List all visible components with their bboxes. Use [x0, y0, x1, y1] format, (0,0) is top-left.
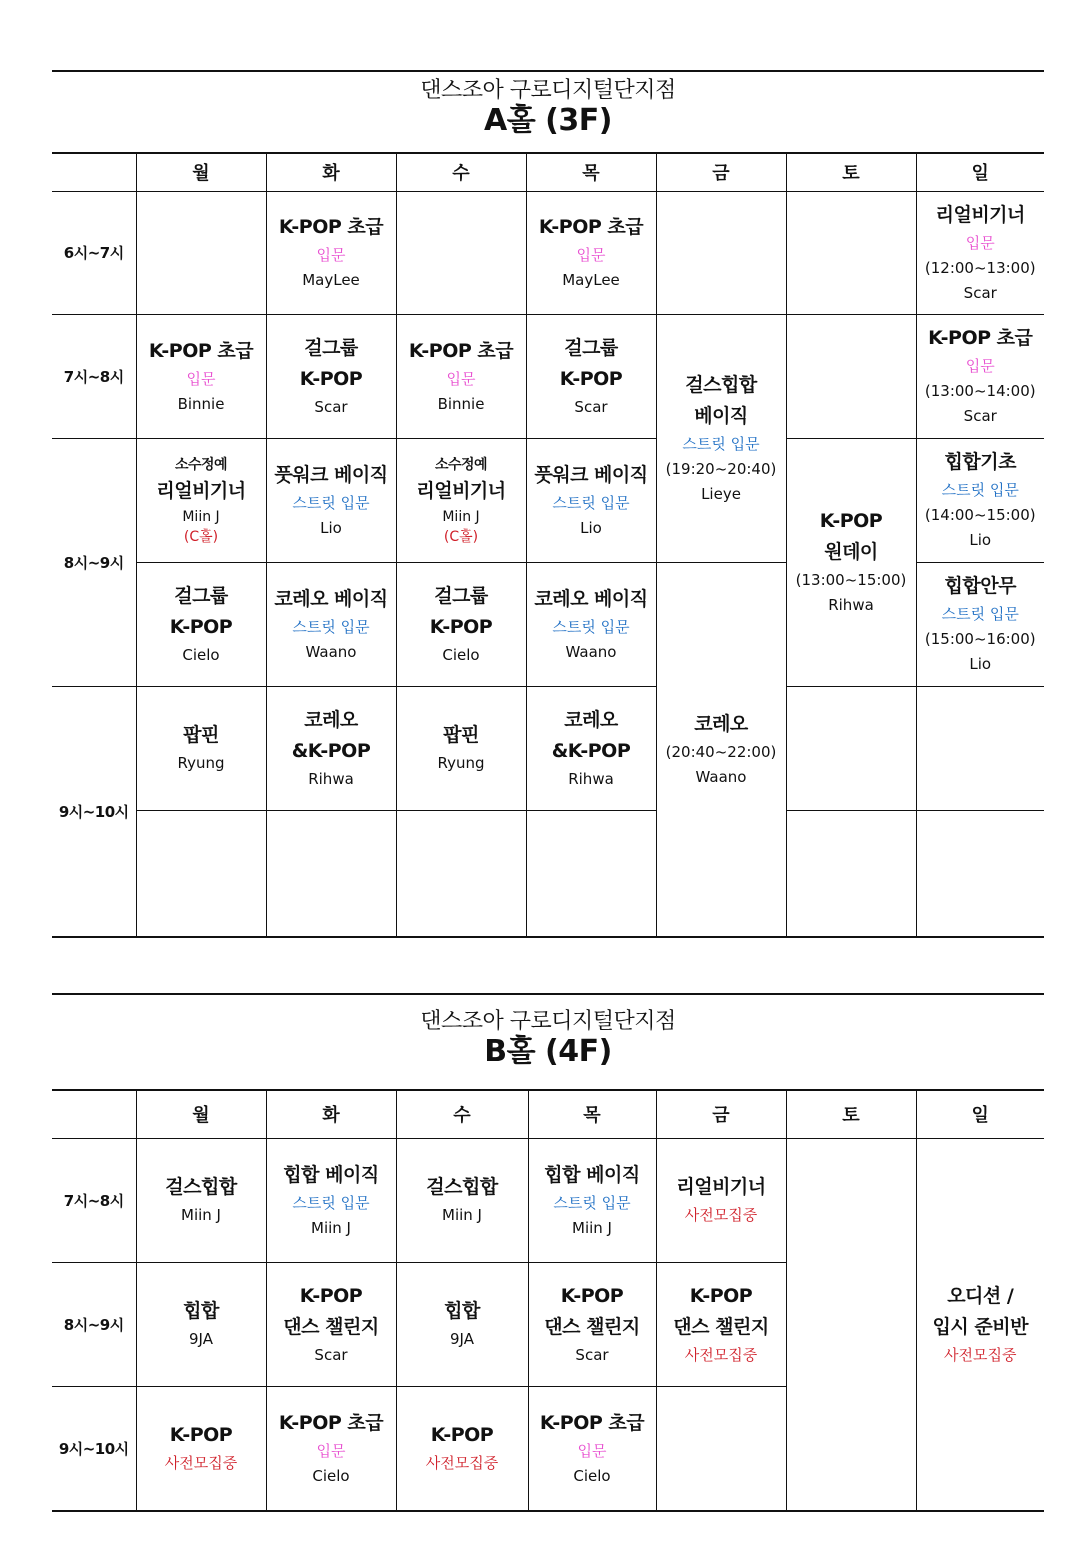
class-cell — [916, 562, 1044, 686]
day-fri: 금 — [656, 1090, 786, 1138]
class-cell — [136, 314, 266, 438]
row-7 — [52, 314, 1044, 438]
class-cell — [396, 1138, 528, 1262]
class-title: 걸그룹 — [564, 336, 618, 359]
class-title: K-POP 초급 — [539, 1411, 645, 1434]
class-title: 힙합기초 — [944, 451, 1016, 473]
class-teacher: Miin J — [442, 508, 480, 525]
class-title: 리얼비기너 — [935, 203, 1025, 226]
class-time: (13:00~15:00) — [795, 571, 907, 589]
corner-cell — [52, 153, 136, 191]
timetable-a — [52, 152, 1044, 936]
time-label: 9시~10시 — [52, 686, 136, 936]
day-tue: 화 — [266, 1090, 396, 1138]
class-title: 팝핀 — [183, 724, 219, 746]
day-sat: 토 — [786, 153, 916, 191]
class-cell-empty — [396, 810, 526, 936]
class-status: 사전모집중 — [944, 1345, 1017, 1364]
class-teacher: Cielo — [573, 1466, 611, 1485]
class-level: 스트릿 입문 — [941, 605, 1019, 623]
class-title: 코레오 — [304, 708, 358, 731]
schedule-b-hall — [52, 993, 1044, 1512]
class-level: 입문 — [965, 357, 995, 375]
class-cell — [786, 438, 916, 686]
day-thu: 목 — [526, 153, 656, 191]
class-note: 소수정예 — [174, 456, 228, 473]
day-sat: 토 — [786, 1090, 916, 1138]
class-title: K-POP — [429, 615, 493, 638]
class-title: K-POP 초급 — [928, 327, 1033, 349]
class-title: 리얼비기너 — [676, 1176, 766, 1198]
class-cell — [916, 314, 1044, 438]
row-9b — [52, 810, 1044, 936]
class-title: 원데이 — [824, 541, 878, 563]
class-cell — [266, 562, 396, 686]
class-cell — [266, 686, 396, 810]
class-title: 힙합 — [183, 1300, 219, 1322]
class-cell — [136, 1386, 266, 1510]
class-title: 베이직 — [694, 404, 748, 427]
class-title: 걸스힙합 — [165, 1176, 237, 1198]
class-title: 코레오 — [694, 712, 748, 735]
class-cell — [136, 1262, 266, 1386]
hall-title: A홀 (3F) — [484, 103, 612, 138]
class-cell-empty — [916, 810, 1044, 936]
row-8a — [52, 438, 1044, 562]
class-level: 입문 — [186, 369, 216, 388]
day-sun: 일 — [916, 1090, 1044, 1138]
class-teacher: Miin J — [442, 1206, 482, 1224]
class-title: 댄스 챌린지 — [673, 1315, 769, 1338]
class-level: 스트릿 입문 — [552, 617, 630, 636]
class-title: K-POP 초급 — [278, 216, 384, 238]
class-teacher: Waano — [305, 642, 357, 661]
corner-cell — [52, 1090, 136, 1138]
class-cell — [526, 314, 656, 438]
class-cell-empty — [136, 810, 266, 936]
class-teacher: MayLee — [562, 271, 620, 289]
class-cell — [396, 438, 526, 562]
class-teacher: Waano — [565, 642, 617, 661]
class-title: 코레오 베이직 — [534, 587, 648, 610]
day-header-row — [52, 1090, 1044, 1138]
row-6 — [52, 191, 1044, 314]
class-teacher: Miin J — [182, 508, 220, 525]
class-teacher: Binnie — [177, 394, 225, 413]
class-teacher: Scar — [574, 397, 608, 416]
class-level: 입문 — [446, 369, 476, 388]
class-title: 걸그룹 — [174, 584, 228, 607]
class-cell — [266, 1262, 396, 1386]
class-cell — [266, 314, 396, 438]
class-teacher: Miin J — [311, 1218, 351, 1237]
class-time: (12:00~13:00) — [924, 258, 1036, 277]
time-label: 8시~9시 — [52, 438, 136, 686]
class-time: (15:00~16:00) — [924, 630, 1036, 648]
class-title: K-POP — [169, 615, 233, 638]
class-cell — [656, 1262, 786, 1386]
class-title: &K-POP — [291, 739, 371, 762]
class-cell-empty — [656, 191, 786, 314]
class-teacher: Scar — [963, 407, 997, 425]
class-title: K-POP — [819, 510, 883, 532]
class-title: 걸그룹 — [434, 584, 488, 607]
class-cell-empty — [786, 686, 916, 810]
class-title: K-POP — [689, 1284, 753, 1307]
class-title: K-POP 초급 — [408, 339, 514, 362]
day-fri: 금 — [656, 153, 786, 191]
class-cell — [916, 438, 1044, 562]
time-label: 7시~8시 — [52, 1138, 136, 1262]
class-title: 힙합 베이직 — [283, 1163, 379, 1186]
class-title: 팝핀 — [443, 724, 479, 746]
day-mon: 월 — [136, 1090, 266, 1138]
schedule-a-header — [52, 70, 1044, 152]
class-cell-empty — [786, 191, 916, 314]
class-teacher: Ryung — [437, 754, 485, 772]
day-wed: 수 — [396, 1090, 528, 1138]
class-note: 소수정예 — [434, 456, 488, 473]
class-level: 스트릿 입문 — [552, 493, 630, 512]
class-teacher: Binnie — [437, 394, 485, 413]
class-title: K-POP — [299, 1284, 363, 1307]
schedule-b-header — [52, 993, 1044, 1089]
class-room: (C홀) — [183, 528, 219, 545]
class-cell — [396, 686, 526, 810]
day-header-row — [52, 153, 1044, 191]
class-cell — [528, 1138, 656, 1262]
class-title: K-POP — [299, 367, 363, 390]
day-mon: 월 — [136, 153, 266, 191]
class-title: 댄스 챌린지 — [544, 1315, 640, 1338]
class-teacher: Rihwa — [308, 769, 354, 788]
timetable-b — [52, 1089, 1044, 1510]
class-title: K-POP — [430, 1424, 494, 1447]
class-level: 입문 — [316, 246, 346, 264]
class-cell-empty — [266, 810, 396, 936]
class-cell-empty — [526, 810, 656, 936]
class-level: 스트릿 입문 — [292, 617, 370, 636]
class-cell — [916, 1138, 1044, 1510]
schedule-a-hall — [52, 70, 1044, 938]
branch-name: 댄스조아 구로디지털단지점 — [420, 1009, 676, 1034]
class-title: 걸그룹 — [304, 336, 358, 359]
class-status: 사전모집중 — [425, 1454, 499, 1473]
class-cell-empty — [656, 1386, 786, 1510]
class-title: 힙합 — [444, 1300, 480, 1322]
class-title: K-POP 초급 — [148, 339, 254, 362]
class-cell-empty — [396, 191, 526, 314]
class-teacher: Scar — [314, 1345, 348, 1364]
class-cell — [136, 562, 266, 686]
class-teacher: Waano — [695, 767, 747, 786]
branch-name: 댄스조아 구로디지털단지점 — [420, 78, 676, 103]
class-cell — [526, 562, 656, 686]
class-title: 걸스힙합 — [685, 373, 757, 396]
class-title: 풋워크 베이직 — [274, 463, 388, 486]
class-teacher: Lio — [969, 655, 992, 673]
class-title: 오디션 / — [947, 1284, 1014, 1307]
class-level: 입문 — [316, 1441, 346, 1460]
class-cell — [396, 1262, 528, 1386]
class-status: 사전모집중 — [684, 1206, 758, 1224]
time-label: 9시~10시 — [52, 1386, 136, 1510]
class-teacher: Lieye — [701, 484, 741, 503]
class-status: 사전모집중 — [164, 1454, 238, 1473]
class-time: (20:40~22:00) — [665, 742, 777, 761]
time-label: 7시~8시 — [52, 314, 136, 438]
class-cell — [526, 686, 656, 810]
class-cell — [136, 438, 266, 562]
class-cell-empty — [786, 1138, 916, 1510]
class-cell — [396, 314, 526, 438]
class-cell — [656, 562, 786, 936]
class-teacher: Cielo — [442, 645, 480, 664]
class-level: 입문 — [965, 233, 995, 252]
class-teacher: 9JA — [189, 1330, 213, 1348]
class-level: 입문 — [577, 1441, 607, 1460]
hall-title: B홀 (4F) — [484, 1034, 612, 1069]
class-time: (13:00~14:00) — [924, 382, 1036, 400]
class-title: 코레오 — [564, 708, 618, 731]
class-room: (C홀) — [443, 528, 479, 545]
class-teacher: Rihwa — [568, 769, 614, 788]
class-cell — [526, 191, 656, 314]
time-label: 6시~7시 — [52, 191, 136, 314]
class-cell — [528, 1386, 656, 1510]
class-cell — [916, 191, 1044, 314]
class-title: 리얼비기너 — [156, 479, 246, 502]
class-title: K-POP 초급 — [278, 1411, 384, 1434]
day-wed: 수 — [396, 153, 526, 191]
class-title: K-POP — [169, 1424, 233, 1447]
class-teacher: Rihwa — [828, 596, 874, 614]
class-level: 스트릿 입문 — [292, 1193, 370, 1212]
class-title: K-POP — [560, 1284, 624, 1307]
table-bottom-rule — [52, 936, 1044, 938]
class-level: 스트릿 입문 — [941, 481, 1019, 499]
class-cell-empty — [786, 810, 916, 936]
class-cell — [266, 191, 396, 314]
class-cell — [656, 1138, 786, 1262]
class-title: &K-POP — [551, 739, 631, 762]
class-level: 스트릿 입문 — [553, 1193, 631, 1212]
class-teacher: 9JA — [450, 1330, 474, 1348]
day-tue: 화 — [266, 153, 396, 191]
class-level: 입문 — [576, 246, 606, 264]
class-cell — [396, 562, 526, 686]
class-cell — [266, 1138, 396, 1262]
class-teacher: Lio — [320, 518, 342, 537]
class-teacher: Miin J — [181, 1206, 221, 1224]
class-cell — [266, 1386, 396, 1510]
class-teacher: Scar — [314, 397, 348, 416]
day-thu: 목 — [528, 1090, 656, 1138]
table-bottom-rule — [52, 1510, 1044, 1512]
class-title: 댄스 챌린지 — [283, 1315, 379, 1338]
class-cell — [396, 1386, 528, 1510]
class-teacher: Lio — [580, 518, 602, 537]
class-level: 스트릿 입문 — [292, 493, 370, 512]
class-title: 입시 준비반 — [932, 1315, 1028, 1338]
class-teacher: Ryung — [177, 754, 225, 772]
class-status: 사전모집중 — [684, 1345, 758, 1364]
class-cell-empty — [916, 686, 1044, 810]
class-cell — [136, 1138, 266, 1262]
class-title: 풋워크 베이직 — [534, 463, 648, 486]
class-teacher: Cielo — [312, 1466, 350, 1485]
time-label: 8시~9시 — [52, 1262, 136, 1386]
class-teacher: Lio — [969, 531, 992, 549]
class-teacher: Miin J — [572, 1218, 612, 1237]
class-cell — [528, 1262, 656, 1386]
class-cell — [656, 314, 786, 562]
row-9a — [52, 686, 1044, 810]
class-teacher: Cielo — [182, 645, 220, 664]
class-teacher: Scar — [575, 1345, 609, 1364]
row-7 — [52, 1138, 1044, 1262]
class-title: 걸스힙합 — [426, 1176, 498, 1198]
class-title: 힙합안무 — [944, 575, 1016, 597]
class-cell-empty — [786, 314, 916, 438]
class-level: 스트릿 입문 — [682, 434, 760, 453]
class-time: (14:00~15:00) — [924, 506, 1036, 524]
day-sun: 일 — [916, 153, 1044, 191]
class-title: 리얼비기너 — [416, 479, 506, 502]
class-time: (19:20~20:40) — [665, 459, 777, 478]
class-teacher: MayLee — [302, 271, 360, 289]
class-cell — [136, 686, 266, 810]
class-cell — [266, 438, 396, 562]
class-title: K-POP 초급 — [538, 216, 644, 238]
class-title: K-POP — [559, 367, 623, 390]
class-cell — [526, 438, 656, 562]
class-teacher: Scar — [963, 283, 997, 302]
class-title: 힙합 베이직 — [544, 1163, 640, 1186]
class-title: 코레오 베이직 — [274, 587, 388, 610]
class-cell-empty — [136, 191, 266, 314]
